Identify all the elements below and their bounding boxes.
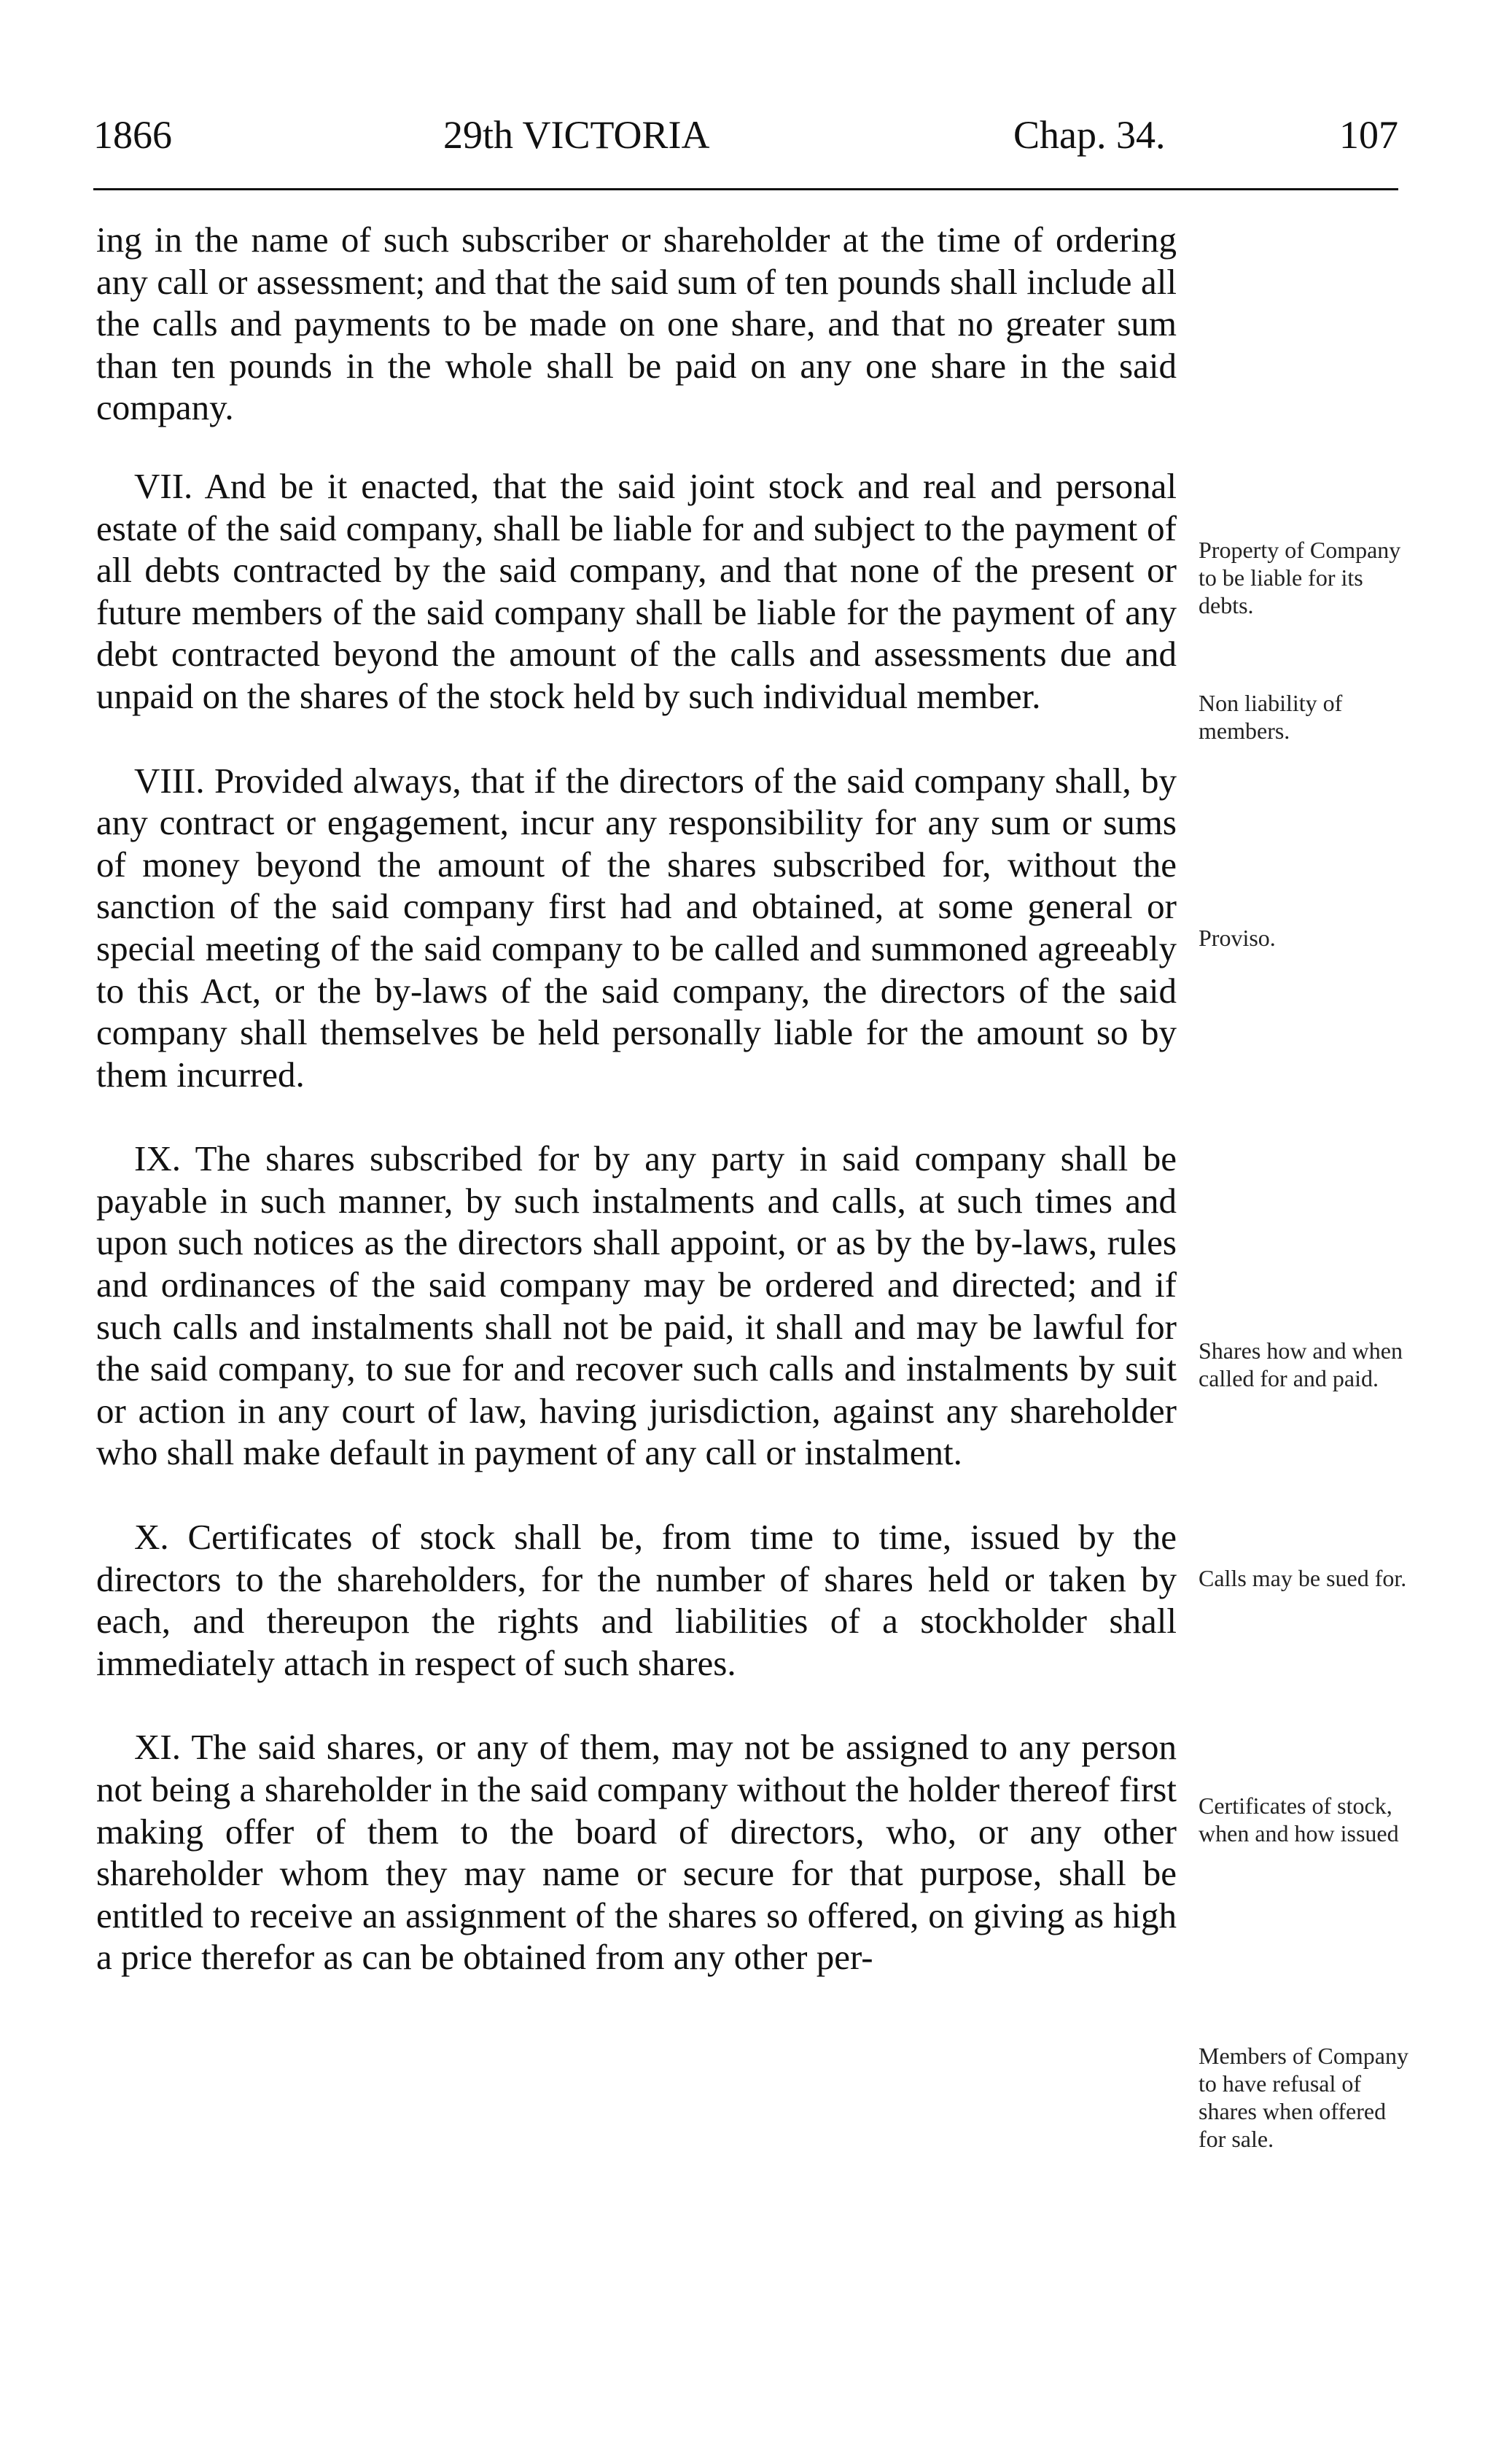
section-text: The said shares, or any of them, may not be assigned to any person not being a shareholder in the said company without the holder thereof first making offer of them to the board of directors, who, or any other shareholder whom they may name or secure for that purpose, shall be entitled to receive an assignment of the shares so offered, on giving as high a price therefor as can be obtained from any other per- — [96, 1727, 1177, 1978]
header-title: 29th VICTORIA — [443, 113, 710, 157]
section-number: VII. — [134, 465, 193, 506]
margin-note: Members of Company to have refusal of shares when offered for sale. — [1199, 2043, 1408, 2152]
margin-note: Calls may be sued for. — [1199, 1565, 1407, 1591]
paragraph-text: ing in the name of such subscriber or shareholder at the time of ordering any call or assessment; and that the said sum of ten pounds shall include all the calls and payments to be made on one share, and that no greater sum than ten pounds in the whole shall be paid on any one share in the said company. — [96, 220, 1177, 428]
section-text: And be it enacted, that the said joint stock and real and personal estate of the said company, shall be liable for and subject to the payment of all debts contracted by the said company, and that none of the present or future members of the said company shall be liable for the payment of any debt contracted beyond the amount of the calls and assessments due and unpaid on the shares of the stock held by such individual member. — [96, 465, 1177, 716]
margin-note: Shares how and when called for and paid. — [1199, 1337, 1403, 1391]
section-vii — [96, 465, 1177, 718]
section-number: IX. — [134, 1138, 181, 1179]
section-text: The shares subscribed for by any party in said company shall be payable in such manner, by such instalments and calls, at such times and upon such notices as the directors shall appoint, or as by the by-laws, rules and ordinances of the said company may be ordered and directed; and if such calls and instalments shall not be paid, it shall and may be lawful for the said company, to sue for and recover such calls and instalments by suit or action in any court of law, having jurisdiction, against any shareholder who shall make default in payment of any call or instalment. — [96, 1138, 1177, 1473]
section-xi — [96, 1726, 1177, 1978]
section-x — [96, 1516, 1177, 1684]
margin-note: Property of Company to be liable for its debts. — [1199, 537, 1401, 618]
section-number: VIII. — [134, 760, 205, 801]
margin-note: Non liability of members. — [1199, 690, 1343, 744]
header-chapter: Chap. 34. — [1013, 113, 1166, 157]
section-text: Provided always, that if the directors of the said company shall, by any contract or engagement, incur any responsibility for any sum or sums of money beyond the amount of the shares subscribed for, without the sanction of the said company first had and obtained, at some general or special meeting of the said company to be called and summoned agreeably to this Act, or the by-laws of the said company, the directors of the said company shall themselves be held personally liable for the amount so by them incurred. — [96, 760, 1177, 1095]
paragraph-continuation — [96, 219, 1177, 429]
section-text: Certificates of stock shall be, from time to time, issued by the directors to the shareholders, for the number of shares held or taken by each, and thereupon the rights and liabilities of a stockholder shall immediately attach in respect of such shares. — [96, 1517, 1177, 1683]
header-page-number: 107 — [1339, 113, 1398, 157]
header-year: 1866 — [93, 113, 172, 157]
section-viii — [96, 760, 1177, 1096]
margin-note: Certificates of stock, when and how issued — [1199, 1793, 1399, 1846]
statute-body — [96, 219, 1177, 2021]
running-header — [93, 102, 1398, 168]
section-number: XI. — [134, 1727, 181, 1768]
margin-note: Proviso. — [1199, 925, 1276, 951]
header-rule — [93, 188, 1398, 190]
section-number: X. — [134, 1517, 169, 1558]
section-ix — [96, 1138, 1177, 1474]
